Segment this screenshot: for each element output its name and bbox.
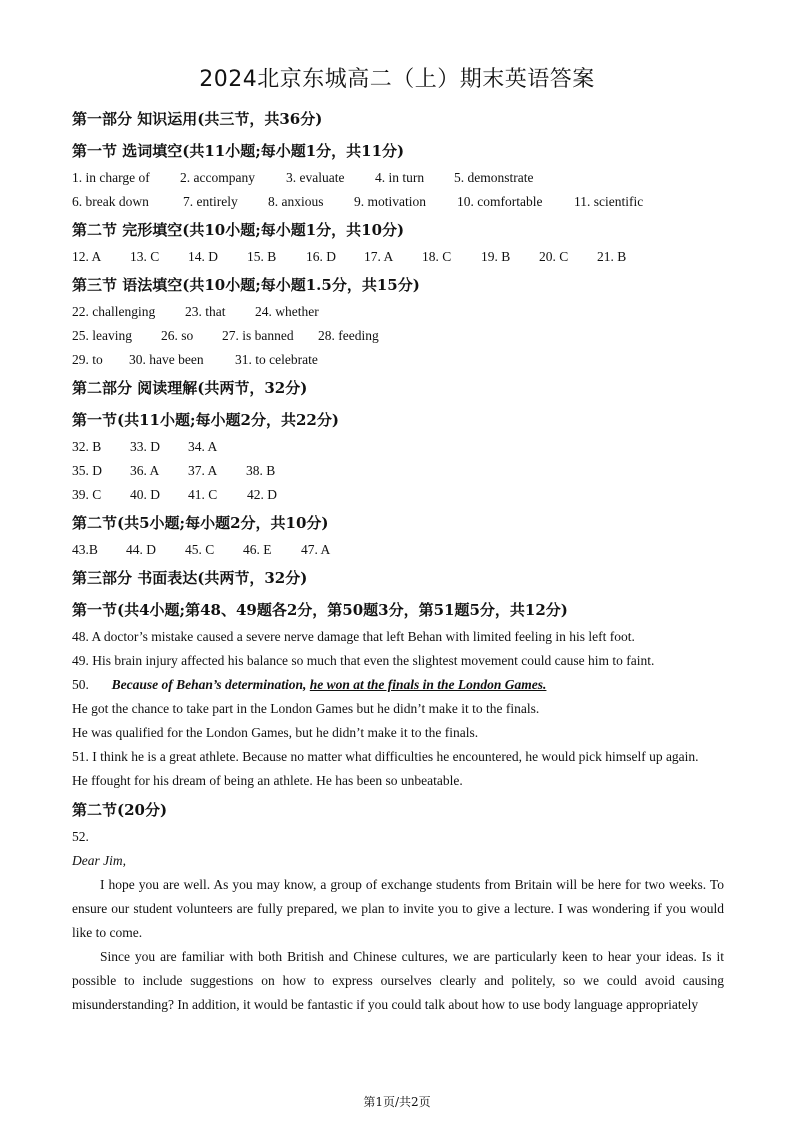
answer-item: 22. challenging [72, 304, 156, 319]
answer-item: 14. D [188, 249, 218, 264]
answer-item: 29. to [72, 352, 103, 367]
answer-49: 49. His brain injury affected his balance so much that even the slightest movement could cause him to faint. [72, 653, 655, 668]
answer-50-alt-1: He got the chance to take part in the London Games but he didn’t make it to the finals. [72, 701, 540, 716]
part1-sec1-heading: 第一节 选词填空(共11小题;每小题1分，共11分) [72, 142, 405, 160]
page-title: 2024北京东城高二（上）期末英语答案 [199, 67, 595, 92]
answer-item: 20. C [539, 249, 569, 264]
answer-item: 31. to celebrate [235, 352, 318, 367]
part2-sec2-heading: 第二节(共5小题;每小题2分，共10分) [72, 514, 329, 532]
letter-paragraph-2: Since you are familiar with both British and Chinese cultures, we are particularly keen to hear your ideas. Is it possible to include suggestions on how to express ourselves clearly and politely, so we could avoid causing misunderstanding? In addition, it would be fantastic if you could talk about how to use body language appropriately [72, 949, 724, 1012]
answer-item: 8. anxious [268, 194, 324, 209]
answer-item: 33. D [130, 439, 160, 454]
answer-50-lead: Because of Behan’s determination, [111, 677, 307, 692]
answer-50 [72, 677, 546, 693]
answer-51-continued: He ffought for his dream of being an athlete. He has been so unbeatable. [72, 773, 463, 788]
answer-item: 41. C [188, 487, 218, 502]
answer-item: 38. B [246, 463, 276, 478]
answer-item: 27. is banned [222, 328, 294, 343]
answer-item: 42. D [247, 487, 277, 502]
answer-item: 35. D [72, 463, 102, 478]
answer-item: 12. A [72, 249, 102, 264]
answer-50-alt-2: He was qualified for the London Games, but he didn’t make it to the finals. [72, 725, 479, 740]
part2-heading: 第二部分 阅读理解(共两节，32分) [72, 379, 308, 397]
answer-item: 26. so [161, 328, 194, 343]
answer-item: 16. D [306, 249, 336, 264]
answer-item: 37. A [188, 463, 218, 478]
answer-48: 48. A doctor’s mistake caused a severe nerve damage that left Behan with limited feeling in his left foot. [72, 629, 635, 644]
answer-item: 39. C [72, 487, 102, 502]
answer-item: 6. break down [72, 194, 149, 209]
answer-item: 4. in turn [375, 170, 425, 185]
answer-item: 45. C [185, 542, 215, 557]
answer-item: 28. feeding [318, 328, 379, 343]
answer-item: 44. D [126, 542, 156, 557]
part3-sec1-heading: 第一节(共4小题;第48、49题各2分，第50题3分，第51题5分，共12分) [72, 601, 568, 619]
answer-51: 51. I think he is a great athlete. Because no matter what difficulties he encountered, he would pick himself up again. [72, 749, 699, 764]
answer-item: 15. B [247, 249, 277, 264]
answer-item: 40. D [130, 487, 160, 502]
answer-50-underlined: he won at the finals in the London Games. [309, 677, 547, 692]
part2-sec1-heading: 第一节(共11小题;每小题2分，共22分) [72, 411, 339, 429]
answer-item: 9. motivation [354, 194, 426, 209]
answer-item: 7. entirely [183, 194, 238, 209]
answer-item: 23. that [185, 304, 226, 319]
part1-sec2-heading: 第二节 完形填空(共10小题;每小题1分，共10分) [72, 221, 405, 239]
answer-item: 18. C [422, 249, 452, 264]
answer-item: 24. whether [255, 304, 319, 319]
answer-item: 32. B [72, 439, 102, 454]
part3-sec2-heading: 第二节(20分) [72, 801, 168, 819]
answer-item: 47. A [301, 542, 331, 557]
answer-item: 1. in charge of [72, 170, 150, 185]
answer-item: 10. comfortable [457, 194, 543, 209]
letter-salutation: Dear Jim, [72, 853, 126, 868]
answer-item: 3. evaluate [286, 170, 345, 185]
part1-heading: 第一部分 知识运用(共三节，共36分) [72, 110, 323, 128]
question-52-number: 52. [72, 829, 89, 844]
part1-sec3-heading: 第三节 语法填空(共10小题;每小题1.5分，共15分) [72, 276, 420, 294]
answer-item: 36. A [130, 463, 160, 478]
answer-item: 21. B [597, 249, 627, 264]
answer-item: 43.B [72, 542, 98, 557]
answer-item: 34. A [188, 439, 218, 454]
letter-body [72, 873, 724, 1017]
answer-item: 30. have been [129, 352, 204, 367]
letter-paragraph-1: I hope you are well. As you may know, a group of exchange students from Britain will be here for two weeks. To ensure our student volunteers are fully prepared, we plan to invite you to give a lecture. I was wondering if you would like to come. [72, 877, 724, 940]
answer-item: 17. A [364, 249, 394, 264]
answer-item: 19. B [481, 249, 511, 264]
answer-item: 11. scientific [574, 194, 644, 209]
part3-heading: 第三部分 书面表达(共两节，32分) [72, 569, 308, 587]
page-footer: 第1页/共2页 [363, 1095, 431, 1109]
answer-50-number: 50. [72, 677, 89, 692]
answer-item: 5. demonstrate [454, 170, 534, 185]
answer-item: 46. E [243, 542, 272, 557]
answer-item: 25. leaving [72, 328, 132, 343]
answer-item: 13. C [130, 249, 160, 264]
answer-item: 2. accompany [180, 170, 255, 185]
